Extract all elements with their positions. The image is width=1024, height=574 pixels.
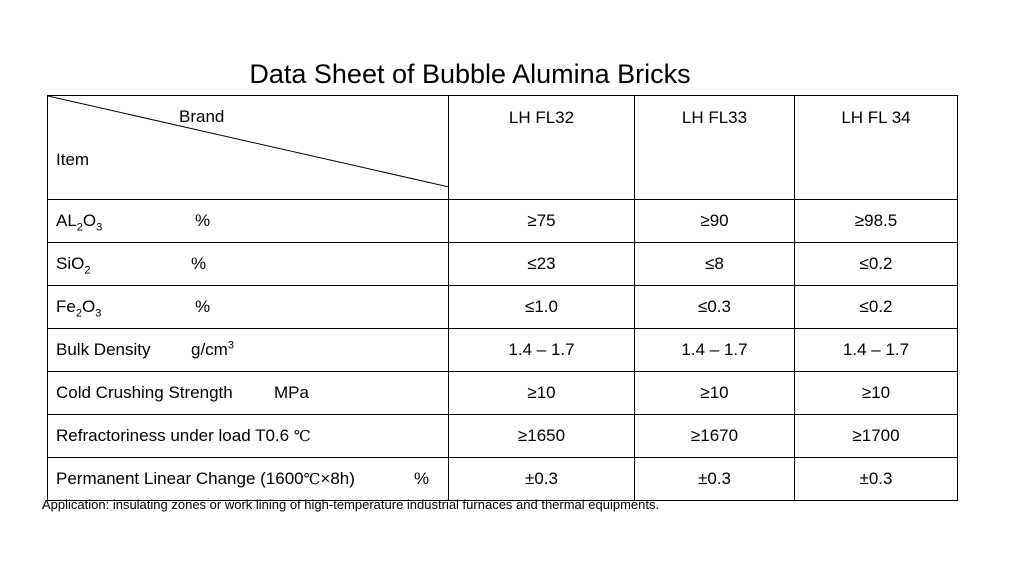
table-cell: 1.4 – 1.7 <box>635 329 795 372</box>
row-item-cell <box>48 200 449 243</box>
application-footnote: Application: insulating zones or work lining of high-temperature industrial furnaces and thermal equipments. <box>42 497 660 512</box>
row-unit: $g/cm^3$ <box>191 339 234 359</box>
table-cell: ≥10 <box>635 372 795 415</box>
table-row <box>48 458 958 501</box>
table-cell: ±0.3 <box>635 458 795 501</box>
table-cell: ≥75 <box>449 200 635 243</box>
table-cell: ±0.3 <box>795 458 958 501</box>
table-row <box>48 372 958 415</box>
table-row <box>48 243 958 286</box>
row-item-name: Refractoriness under load T0.6 <box>56 426 290 445</box>
row-unit: % <box>191 254 207 273</box>
row-item-name: Bulk Density <box>56 340 151 359</box>
row-unit: % <box>195 211 211 230</box>
row-unit: ℃ <box>293 427 311 445</box>
table-cell: ≥1700 <box>795 415 958 458</box>
table-cell: ≥1670 <box>635 415 795 458</box>
table-cell: ≥10 <box>795 372 958 415</box>
table-cell: 1.4 – 1.7 <box>795 329 958 372</box>
item-header-label: Item <box>56 150 90 169</box>
row-unit: % <box>195 297 211 316</box>
data-sheet-table <box>47 95 958 501</box>
diagonal-divider <box>48 96 449 187</box>
table-row <box>48 286 958 329</box>
row-item-name: SiO$_2$ <box>56 254 91 277</box>
table-cell: ±0.3 <box>449 458 635 501</box>
row-item-name: Cold Crushing Strength <box>56 383 233 402</box>
table-cell: ≥90 <box>635 200 795 243</box>
row-item-cell <box>48 415 449 458</box>
table-cell: ≤0.2 <box>795 286 958 329</box>
row-unit: % <box>414 469 430 488</box>
row-item-cell <box>48 286 449 329</box>
brand-column-header: LH FL 34 <box>795 96 958 200</box>
row-item-name: $AL_2O_3$ <box>56 211 103 234</box>
row-item-cell <box>48 329 449 372</box>
table-cell: ≤23 <box>449 243 635 286</box>
row-unit: MPa <box>274 383 309 402</box>
table-cell: ≤0.2 <box>795 243 958 286</box>
row-item-name: $Fe_2O_3$ <box>56 297 102 320</box>
page-title: Data Sheet of Bubble Alumina Bricks <box>249 59 691 89</box>
brand-header-label: Brand <box>179 107 225 126</box>
table-row <box>48 329 958 372</box>
table-cell: ≥1650 <box>449 415 635 458</box>
table-row <box>48 200 958 243</box>
table-cell: ≥98.5 <box>795 200 958 243</box>
table-header-row <box>48 96 958 200</box>
table-cell: ≤8 <box>635 243 795 286</box>
table-cell: ≤0.3 <box>635 286 795 329</box>
header-corner-cell <box>48 96 449 200</box>
row-item-cell <box>48 372 449 415</box>
table-row <box>48 415 958 458</box>
table-cell: ≤1.0 <box>449 286 635 329</box>
row-item-cell <box>48 243 449 286</box>
brand-column-header: LH FL33 <box>635 96 795 200</box>
row-item-name: Permanent Linear Change (1600℃×8h) <box>56 469 355 488</box>
table-cell: ≥10 <box>449 372 635 415</box>
row-item-cell <box>48 458 449 501</box>
brand-column-header: LH FL32 <box>449 96 635 200</box>
table-cell: 1.4 – 1.7 <box>449 329 635 372</box>
